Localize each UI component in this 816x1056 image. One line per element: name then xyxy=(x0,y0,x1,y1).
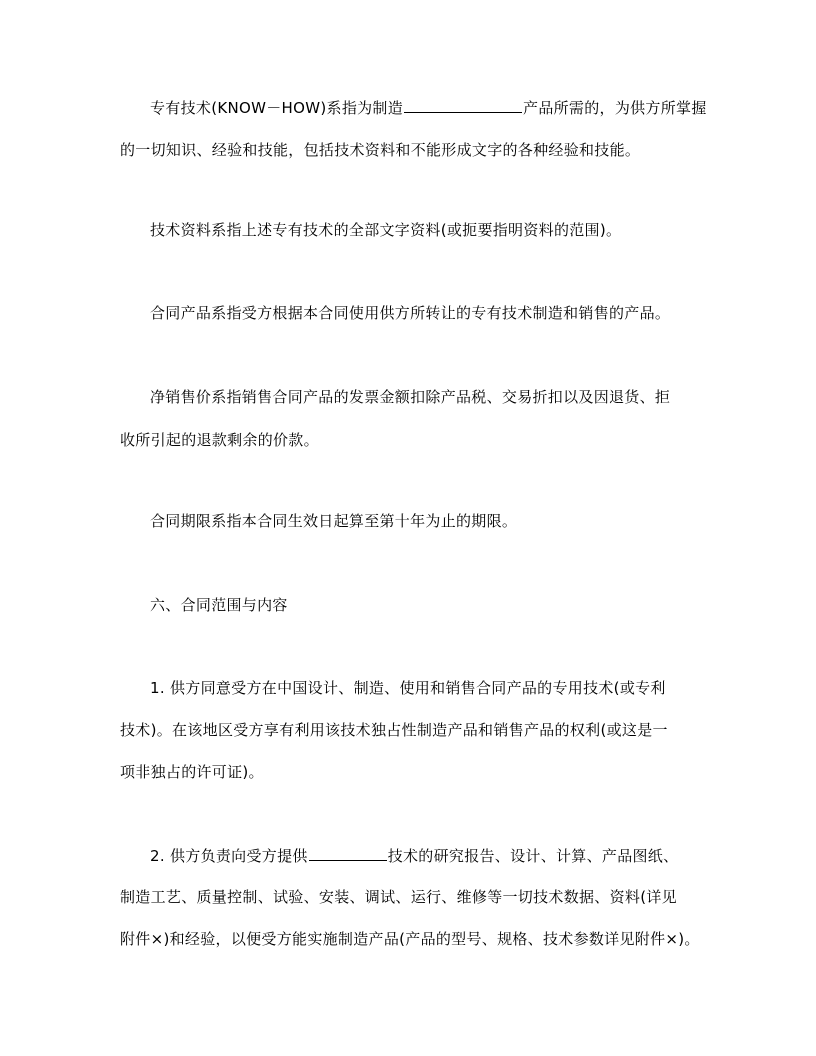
item2-line-1 xyxy=(0,845,816,866)
section-heading: 六、合同范围与内容 xyxy=(150,596,288,614)
know-how-text-end: 产品所需的，为供方所掌握 xyxy=(523,99,707,117)
contract-product-paragraph: 合同产品系指受方根据本合同使用供方所转让的专有技术制造和销售的产品。 xyxy=(150,304,671,322)
item2-line-3: 附件×)和经验，以便受方能实施制造产品(产品的型号、规格、技术参数详见附件×)。 xyxy=(120,930,700,948)
contract-term-paragraph: 合同期限系指本合同生效日起算至第十年为止的期限。 xyxy=(150,512,518,530)
tech-data-paragraph: 技术资料系指上述专有技术的全部文字资料(或扼要指明资料的范围)。 xyxy=(150,221,622,239)
product-name-blank xyxy=(404,97,522,113)
item2-line-2: 制造工艺、质量控制、试验、安装、调试、运行、维修等一切技术数据、资料(详见 xyxy=(120,888,677,906)
know-how-text-start: 专有技术(KNOW－HOW)系指为制造 xyxy=(150,99,404,117)
item1-line-2: 技术)。在该地区受方享有利用该技术独占性制造产品和销售产品的权利(或这是一 xyxy=(120,721,668,739)
item1-line-1: 1. 供方同意受方在中国设计、制造、使用和销售合同产品的专用技术(或专利 xyxy=(150,679,666,697)
know-how-line-2: 的一切知识、经验和技能，包括技术资料和不能形成文字的各种经验和技能。 xyxy=(120,141,641,159)
item2-text-end: 技术的研究报告、设计、计算、产品图纸、 xyxy=(387,847,679,865)
net-price-line-2: 收所引起的退款剩余的价款。 xyxy=(120,431,319,449)
technology-name-blank xyxy=(309,845,387,861)
net-price-line-1: 净销售价系指销售合同产品的发票金额扣除产品税、交易折扣以及因退货、拒 xyxy=(150,388,671,406)
item1-line-3: 项非独占的许可证)。 xyxy=(120,763,264,781)
know-how-line-1 xyxy=(0,97,816,118)
item2-text-start: 2. 供方负责向受方提供 xyxy=(150,847,308,865)
